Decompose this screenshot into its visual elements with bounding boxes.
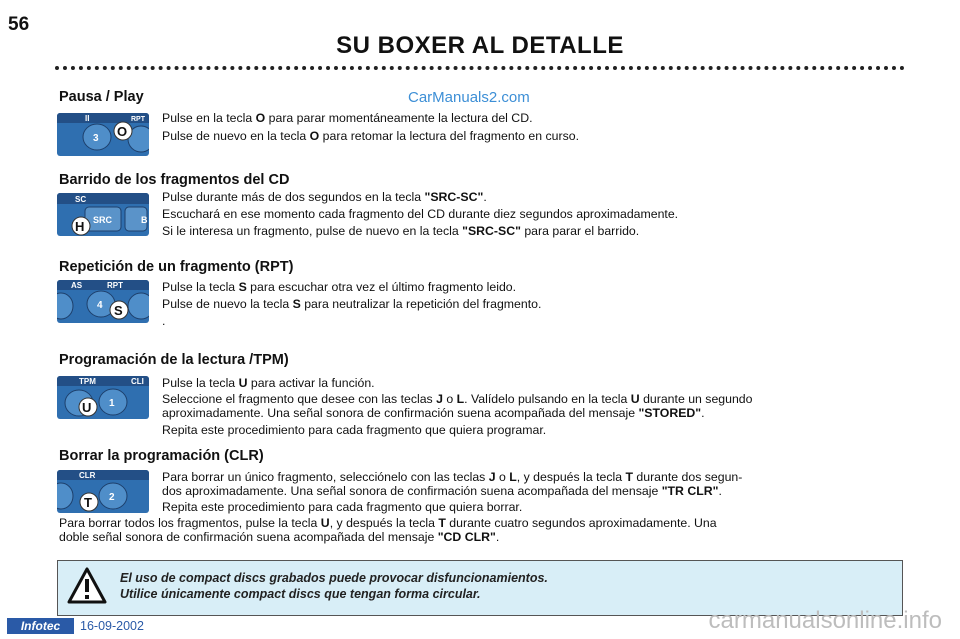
paragraph-line: Escuchará en ese momento cada fragmento del CD durante diez segundos aproximadamente.: [162, 207, 679, 221]
paragraph-line: Pulse la tecla S para escuchar otra vez el último fragmento leido.: [162, 280, 517, 294]
thumb-key-letter: T: [84, 495, 92, 510]
warning-text-line: El uso de compact discs grabados puede provocar disfuncionamientos.: [120, 571, 548, 585]
thumb-button-number: 2: [109, 492, 115, 503]
footer-brand-logo: Infotec: [7, 618, 74, 634]
paragraph-line: Pulse en la tecla O para parar momentáneamente la lectura del CD.: [162, 111, 533, 125]
thumb-label-as: AS: [71, 281, 83, 290]
warning-text-line: Utilice únicamente compact discs que tengan forma circular.: [120, 587, 481, 601]
page-number: 56: [8, 14, 30, 35]
section-heading-pause: Pausa / Play: [59, 89, 144, 105]
section-heading-clear: Borrar la programación (CLR): [59, 448, 264, 464]
thumb-label-b: B: [141, 215, 148, 225]
thumb-label-clr: CLI: [131, 377, 144, 386]
pause-play-button-image: [57, 113, 149, 156]
warning-triangle-icon: [67, 567, 107, 605]
paragraph-line: Pulse de nuevo en la tecla O para retomar la lectura del fragmento en curso.: [162, 129, 579, 143]
paragraph-line: Para borrar todos los fragmentos, pulse la tecla U, y después la tecla T durante cuatro segundos aproximadamente. Una: [59, 516, 717, 530]
paragraph-line: Repita este procedimiento para cada fragmento que quiera borrar.: [162, 500, 523, 514]
paragraph-line: Para borrar un único fragmento, selecciónelo con las teclas J o L, y después la tecla T durante dos segun-: [162, 470, 743, 484]
watermark: CarManuals2.com: [408, 89, 530, 106]
repeat-button-image: [57, 280, 149, 323]
scan-button-image: [57, 193, 149, 236]
paragraph-line: Seleccione el fragmento que desee con las teclas J o L. Valídelo pulsando en la tecla U durante un segundo: [162, 392, 753, 406]
thumb-label-tpm: TPM: [79, 377, 96, 386]
paragraph-line: Pulse de nuevo la tecla S para neutralizar la repetición del fragmento.: [162, 297, 542, 311]
paragraph-line: Repita este procedimiento para cada fragmento que quiera programar.: [162, 423, 547, 437]
thumb-key-letter: U: [82, 400, 92, 415]
paragraph-line: dos aproximadamente. Una señal sonora de confirmación suena acompañada del mensaje "TR CLR".: [162, 484, 722, 498]
section-heading-program: Programación de la lectura /TPM): [59, 352, 289, 368]
section-heading-repeat: Repetición de un fragmento (RPT): [59, 259, 294, 275]
program-button-image: [57, 376, 149, 419]
clear-button-image: [57, 470, 149, 513]
paragraph-line: doble señal sonora de confirmación suena acompañada del mensaje "CD CLR".: [59, 530, 500, 544]
footer-date: 16-09-2002: [80, 619, 144, 633]
paragraph-line: aproximadamente. Una señal sonora de confirmación suena acompañada del mensaje "STORED".: [162, 406, 705, 420]
thumb-button-number: 3: [93, 133, 99, 144]
paragraph-line: Pulse la tecla U para activar la función.: [162, 376, 375, 390]
paragraph-line: Si le interesa un fragmento, pulse de nuevo en la tecla "SRC-SC" para parar el barrido.: [162, 224, 640, 238]
thumb-key-letter: H: [75, 219, 85, 234]
paragraph-line: Pulse durante más de dos segundos en la tecla "SRC-SC".: [162, 190, 487, 204]
title-dotted-rule: [55, 66, 905, 70]
thumb-key-letter: O: [117, 124, 128, 139]
page-title: SU BOXER AL DETALLE: [336, 32, 624, 59]
thumb-button-number: 1: [109, 398, 115, 409]
thumb-label-pause: II: [85, 114, 90, 123]
thumb-label-clr: CLR: [79, 471, 96, 480]
thumb-button-number: 4: [97, 300, 103, 311]
thumb-label-rpt: RPT: [107, 281, 123, 290]
thumb-key-letter: S: [114, 303, 123, 318]
paragraph-line: .: [162, 314, 166, 328]
section-heading-scan: Barrido de los fragmentos del CD: [59, 172, 290, 188]
thumb-label-src: SRC: [93, 215, 113, 225]
thumb-label-sc: SC: [75, 195, 87, 204]
thumb-label-rpt: RPT: [131, 116, 145, 123]
footer-site-watermark: carmanualsonline.info: [708, 607, 942, 634]
